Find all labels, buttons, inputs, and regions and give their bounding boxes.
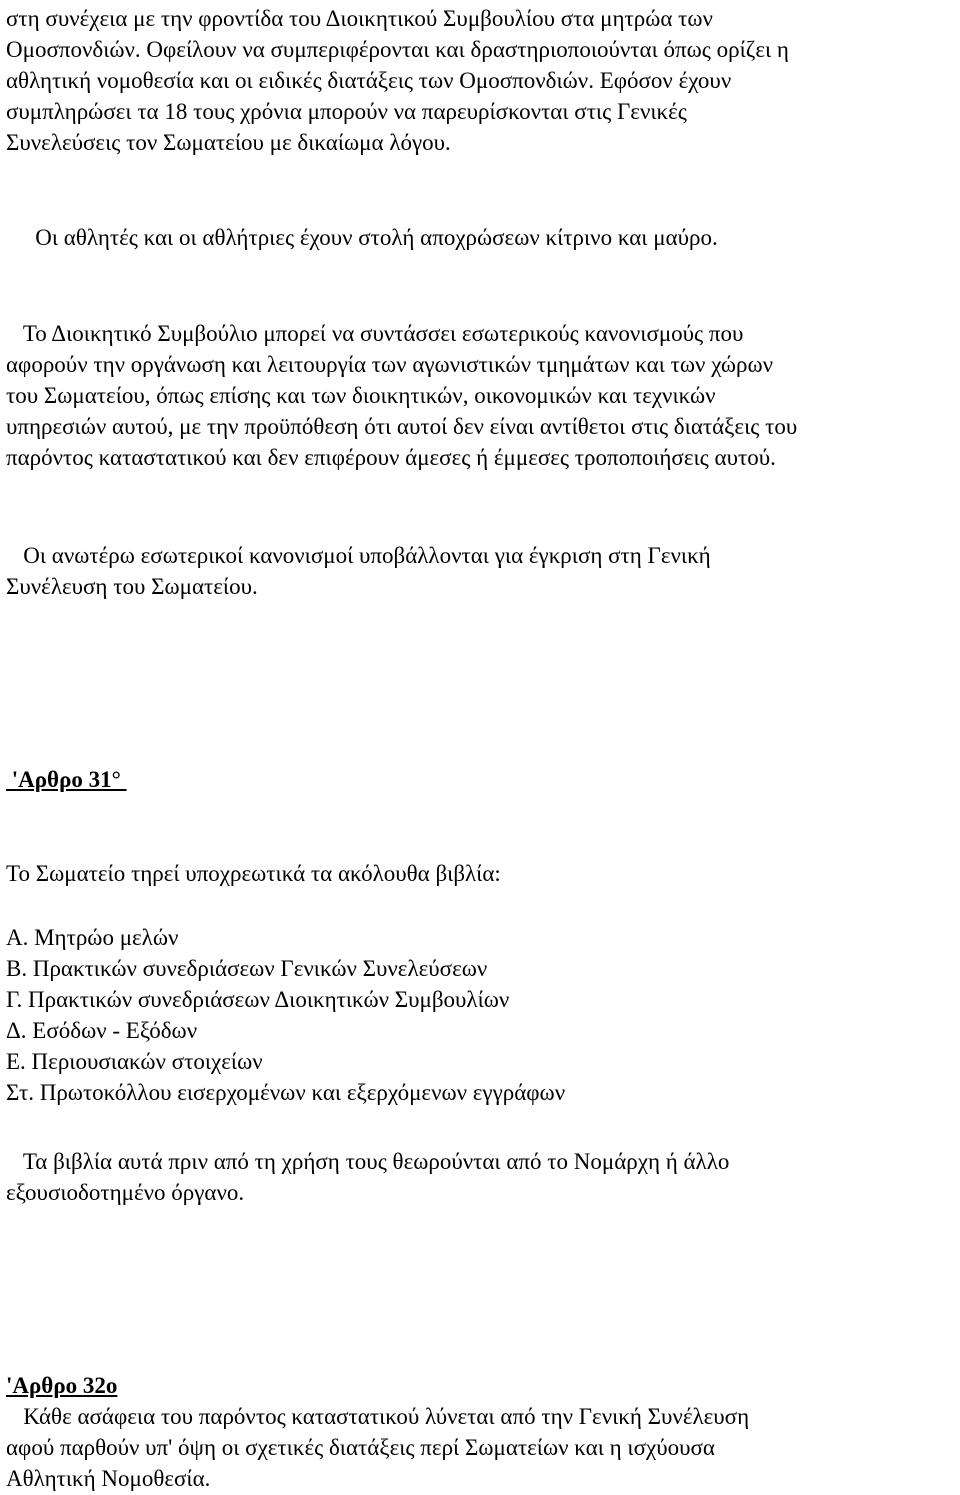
article-32-heading: 'Αρθρο 32ο (6, 1373, 118, 1398)
paragraph-approval (6, 540, 960, 602)
article-31-intro-block (6, 858, 960, 889)
text-line: παρόντος καταστατικού και δεν επιφέρουν άμεσες ή έμμεσες τροποποιήσεις αυτού. (6, 445, 776, 470)
list-item: Β. Πρακτικών συνεδριάσεων Γενικών Συνελεύσεων (6, 956, 488, 981)
article-31-heading-block (6, 764, 960, 795)
text-line: Οι ανωτέρω εσωτερικοί κανονισμοί υποβάλλονται για έγκριση στη Γενική (6, 543, 711, 568)
text-line: συμπληρώσει τα 18 τους χρόνια μπορούν να παρευρίσκονται στις Γενικές (6, 99, 687, 124)
list-item: Α. Μητρώο μελών (6, 925, 179, 950)
text-line: Συνέλευση του Σωματείου. (6, 574, 258, 599)
text-line: υπηρεσιών αυτού, με την προϋπόθεση ότι αυτοί δεν είναι αντίθετοι στις διατάξεις του (6, 414, 798, 439)
text-line: Ομοσπονδιών. Οφείλουν να συμπεριφέρονται και δραστηριοποιούνται όπως ορίζει η (6, 37, 789, 62)
article-31-closing (6, 1146, 960, 1208)
text-line: στη συνέχεια με την φροντίδα του Διοικητικού Συμβουλίου στα μητρώα των (6, 6, 713, 31)
paragraph-internal-rules (6, 318, 960, 473)
list-item: Γ. Πρακτικών συνεδριάσεων Διοικητικών Συμβουλίων (6, 987, 510, 1012)
list-item: Στ. Πρωτοκόλλου εισερχομένων και εξερχόμενων εγγράφων (6, 1080, 566, 1105)
books-list (6, 922, 960, 1108)
text-line: Το Διοικητικό Συμβούλιο μπορεί να συντάσσει εσωτερικούς κανονισμούς που (6, 321, 744, 346)
text-line: Τα βιβλία αυτά πριν από τη χρήση τους θεωρούνται από το Νομάρχη ή άλλο (6, 1149, 730, 1174)
text-line: Συνελεύσεις τον Σωματείου με δικαίωμα λόγου. (6, 130, 451, 155)
text-line: του Σωματείου, όπως επίσης και των διοικητικών, οικονομικών και τεχνικών (6, 383, 716, 408)
text-line: Κάθε ασάφεια του παρόντος καταστατικού λύνεται από την Γενική Συνέλευση (6, 1404, 750, 1429)
list-item: Ε. Περιουσιακών στοιχείων (6, 1049, 263, 1074)
paragraph-uniform (18, 222, 960, 253)
paragraph-members-continued (6, 3, 960, 158)
article-32-block (6, 1370, 960, 1494)
text-line: Οι αθλητές και οι αθλήτριες έχουν στολή αποχρώσεων κίτρινο και μαύρο. (18, 225, 718, 250)
text-line: αθλητική νομοθεσία και οι ειδικές διατάξεις των Ομοσπονδιών. Εφόσον έχουν (6, 68, 732, 93)
text-line: εξουσιοδοτημένο όργανο. (6, 1180, 245, 1205)
article-31-intro: Το Σωματείο τηρεί υποχρεωτικά τα ακόλουθα βιβλία: (6, 861, 501, 886)
text-line: αφού παρθούν υπ' όψη οι σχετικές διατάξεις περί Σωματείων και η ισχύουσα (6, 1435, 715, 1460)
article-31-heading: 'Αρθρο 31° (6, 767, 127, 792)
text-line: αφορούν την οργάνωση και λειτουργία των αγωνιστικών τμημάτων και των χώρων (6, 352, 774, 377)
text-line: Αθλητική Νομοθεσία. (6, 1466, 211, 1491)
list-item: Δ. Εσόδων - Εξόδων (6, 1018, 198, 1043)
